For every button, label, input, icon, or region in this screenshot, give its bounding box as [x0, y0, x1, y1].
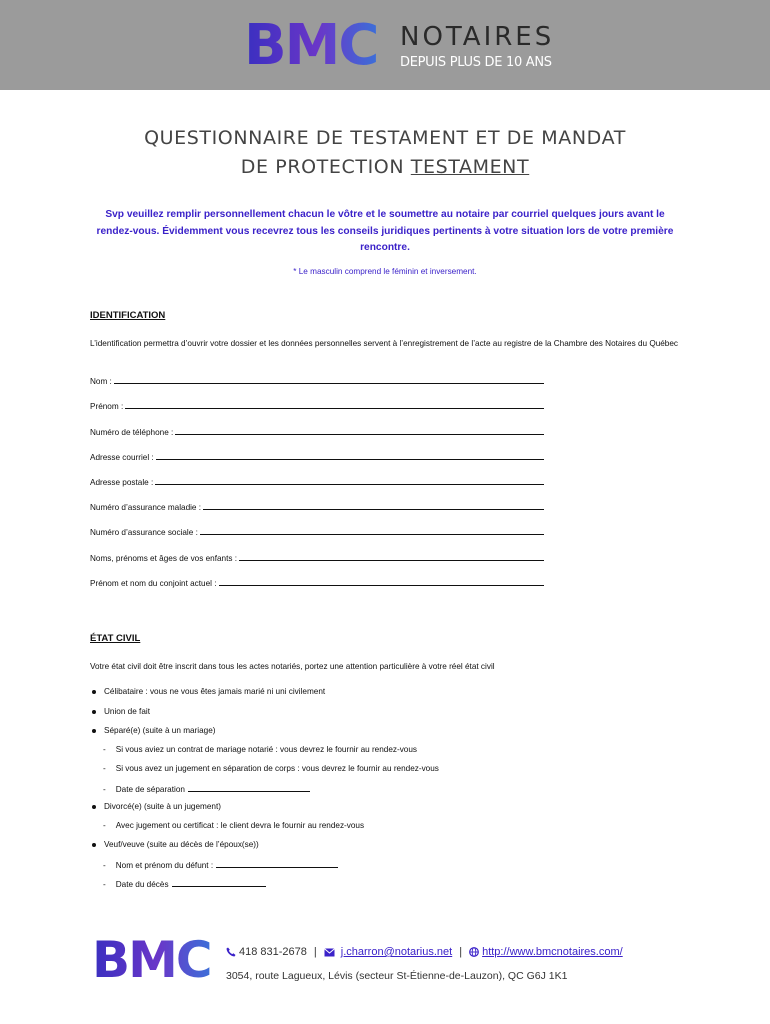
envelope-icon [324, 948, 335, 957]
sub-item-label: Date du décès [115, 880, 169, 889]
list-item-veuf[interactable] [90, 840, 259, 849]
etat-civil-description: Votre état civil doit être inscrit dans tous les actes notariés, portez une attention particulière à votre réel état civil [90, 662, 495, 671]
field-label: Adresse courriel : [90, 453, 154, 462]
brand-tagline: DEPUIS PLUS DE 10 ANS [400, 55, 552, 70]
dash-icon: - [103, 821, 106, 830]
header-banner [0, 0, 770, 90]
field-line[interactable] [156, 459, 544, 460]
field-label: Prénom et nom du conjoint actuel : [90, 579, 217, 588]
field-line[interactable] [175, 434, 544, 435]
section-title-etat-civil: ÉTAT CIVIL [90, 633, 141, 644]
dash-icon: - [103, 785, 106, 794]
title-line-2-prefix: DE PROTECTION [240, 156, 411, 178]
field-line[interactable] [114, 383, 544, 384]
field-label: Adresse postale : [90, 478, 154, 487]
date-deces-line[interactable] [172, 878, 266, 887]
field-adresse-postale[interactable] [90, 475, 544, 487]
sub-item-jugement-separation [103, 764, 439, 773]
bullet-icon [92, 729, 96, 733]
brand-name: NOTAIRES [400, 22, 555, 52]
dash-icon: - [103, 764, 106, 773]
list-item-celibataire[interactable] [90, 687, 325, 696]
list-item-label: Divorcé(e) (suite à un jugement) [104, 802, 221, 811]
identification-description: L’identification permettra d’ouvrir votre dossier et les données personnelles servent à l’enregistrement de l’acte au registre de la Chambre des Notaires du Québec [90, 339, 678, 348]
footer-bmc-logo: BMC [92, 931, 211, 989]
title-line-2 [0, 153, 770, 182]
field-label: Numéro d’assurance sociale : [90, 528, 198, 537]
separator: | [459, 946, 463, 958]
field-assurance-maladie[interactable] [90, 500, 544, 512]
nom-defunt-line[interactable] [216, 859, 338, 868]
field-line[interactable] [200, 534, 544, 535]
footer-address: 3054, route Lagueux, Lévis (secteur St-Étienne-de-Lauzon), QC G6J 1K1 [226, 970, 568, 982]
field-conjoint[interactable] [90, 576, 544, 588]
field-prenom[interactable] [90, 399, 544, 411]
list-item-divorce[interactable] [90, 802, 221, 811]
gender-note: * Le masculin comprend le féminin et inversement. [293, 267, 477, 276]
sub-item-label: Si vous aviez un contrat de mariage notarié : vous devrez le fournir au rendez-vous [115, 745, 418, 754]
page-title [0, 124, 770, 182]
sub-item-date-separation[interactable] [103, 783, 310, 794]
list-item-label: Veuf/veuve (suite au décès de l’époux(se)) [104, 840, 259, 849]
footer-phone: 418 831-2678 [239, 946, 307, 958]
sub-item-label: Date de séparation [115, 785, 185, 794]
footer-website-link[interactable]: http://www.bmcnotaires.com/ [482, 946, 623, 958]
field-label: Numéro d’assurance maladie : [90, 503, 202, 512]
sub-item-date-deces[interactable] [103, 878, 266, 889]
field-label: Numéro de téléphone : [90, 428, 174, 437]
footer-contact [226, 946, 623, 958]
field-telephone[interactable] [90, 425, 544, 437]
title-line-2-underlined: TESTAMENT [410, 156, 530, 178]
sub-item-label: Avec jugement ou certificat : le client devra le fournir au rendez-vous [115, 821, 365, 830]
bullet-icon [92, 843, 96, 847]
section-title-identification: IDENTIFICATION [90, 310, 166, 321]
list-item-separe[interactable] [90, 726, 216, 735]
sub-item-jugement-certificat [103, 821, 364, 830]
date-separation-line[interactable] [188, 783, 310, 792]
field-assurance-sociale[interactable] [90, 525, 544, 537]
sub-item-nom-defunt[interactable] [103, 859, 338, 870]
list-item-label: Célibataire : vous ne vous êtes jamais marié ni uni civilement [104, 687, 326, 696]
bullet-icon [92, 710, 96, 714]
field-label: Nom : [90, 377, 112, 386]
field-line[interactable] [203, 509, 544, 510]
footer-email-link[interactable]: j.charron@notarius.net [340, 946, 453, 958]
bullet-icon [92, 805, 96, 809]
globe-icon [469, 947, 479, 957]
field-line[interactable] [239, 560, 544, 561]
dash-icon: - [103, 880, 106, 889]
sub-item-label: Nom et prénom du défunt : [115, 861, 214, 870]
list-item-union-de-fait[interactable] [90, 707, 150, 716]
field-enfants[interactable] [90, 551, 544, 563]
field-line[interactable] [219, 585, 544, 586]
field-courriel[interactable] [90, 450, 544, 462]
field-line[interactable] [125, 408, 544, 409]
sub-item-contrat-mariage [103, 745, 417, 754]
list-item-label: Séparé(e) (suite à un mariage) [104, 726, 216, 735]
bmc-logo: BMC [244, 13, 378, 78]
field-label: Prénom : [90, 402, 124, 411]
phone-icon [226, 947, 236, 957]
field-line[interactable] [155, 484, 544, 485]
intro-text: Svp veuillez remplir personnellement chacun le vôtre et le soumettre au notaire par courriel quelques jours avant le rendez-vous. Évidemment vous recevrez tous les conseils juridiques pertinents à votre situation lors de votre première rencontre. [96, 209, 674, 253]
field-label: Noms, prénoms et âges de vos enfants : [90, 554, 237, 563]
field-nom[interactable] [90, 374, 544, 386]
sub-item-label: Si vous avez un jugement en séparation de corps : vous devrez le fournir au rendez-vous [115, 764, 439, 773]
separator: | [313, 946, 317, 958]
bullet-icon [92, 690, 96, 694]
dash-icon: - [103, 745, 106, 754]
dash-icon: - [103, 861, 106, 870]
title-line-1: QUESTIONNAIRE DE TESTAMENT ET DE MANDAT [144, 127, 626, 149]
list-item-label: Union de fait [104, 707, 150, 716]
